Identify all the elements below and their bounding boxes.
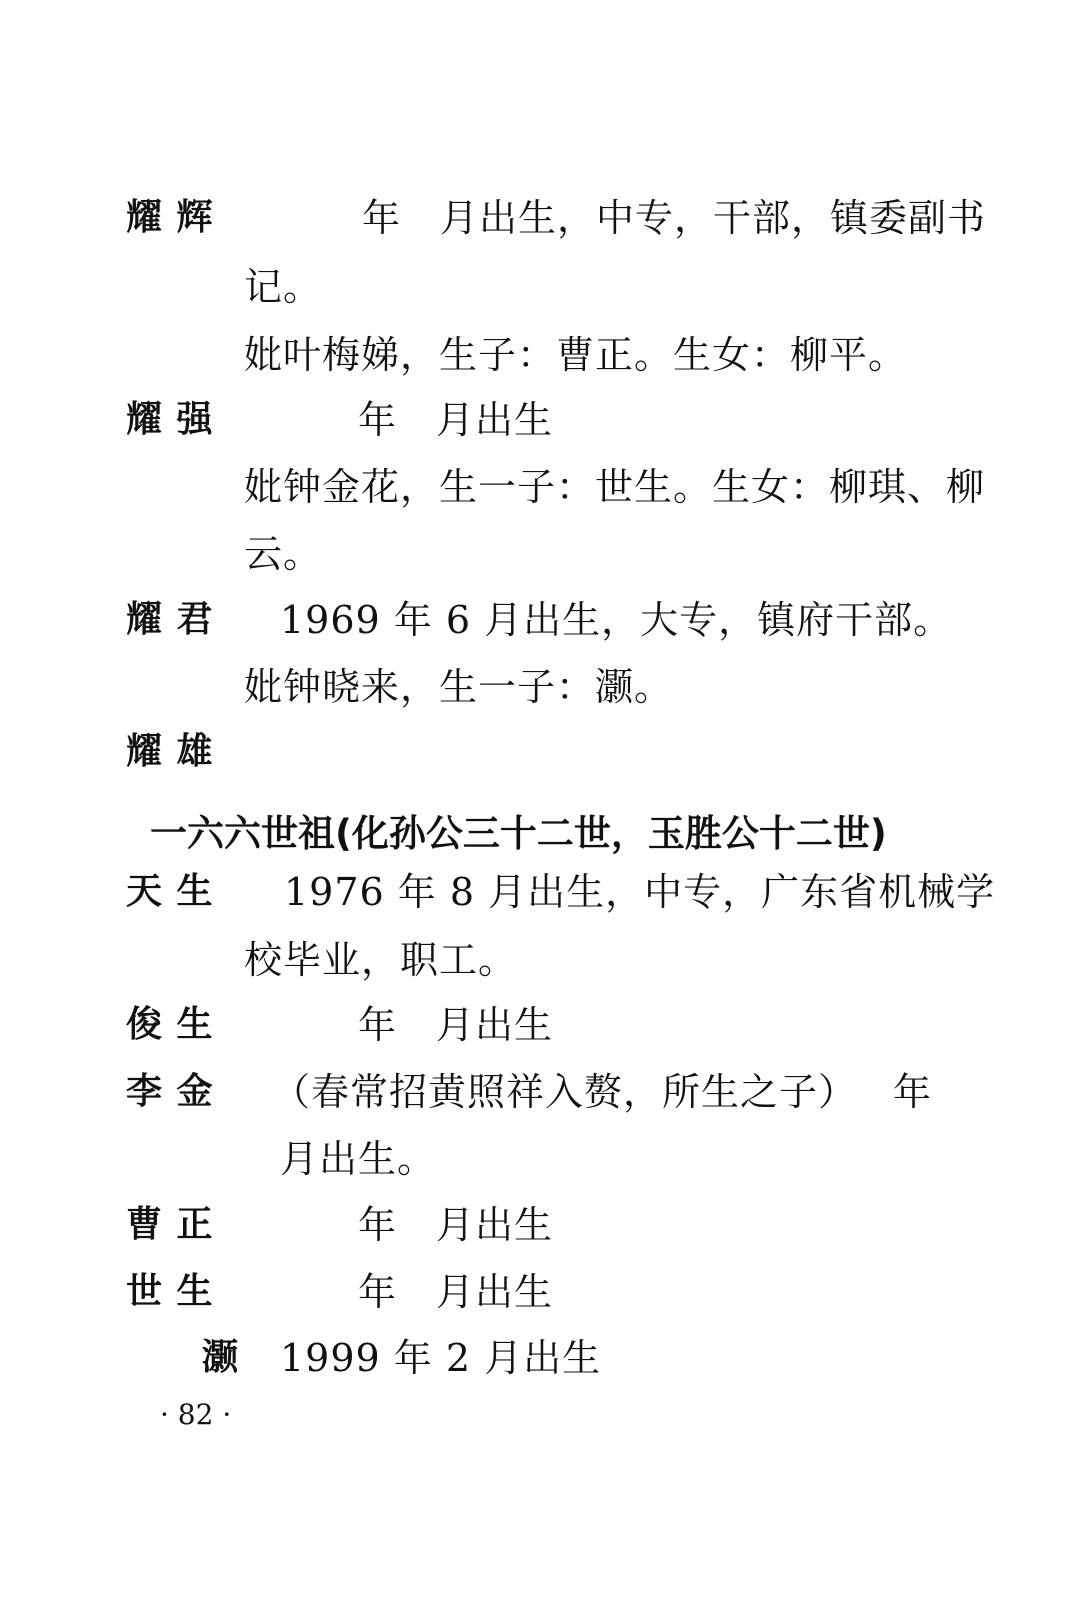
entry-text: 年 月出生: [358, 1270, 554, 1314]
entry-text: 年 月出生，中专，干部，镇委副书: [362, 196, 987, 240]
entry-text: 年 月出生: [358, 1203, 554, 1247]
entry-name: 耀 强: [126, 399, 214, 440]
entry-name: 灏: [202, 1337, 240, 1378]
entry-text: 年 月出生: [358, 398, 554, 442]
entry-name: 耀 君: [126, 599, 214, 640]
entry-text: 妣叶梅娣，生子：曹正。生女：柳平。: [244, 333, 908, 377]
entry-name: 李 金: [126, 1071, 214, 1112]
page-number: · 82 ·: [160, 1398, 232, 1431]
entry-text: 记。: [244, 265, 323, 309]
entry-text: 妣钟晓来，生一子：灏。: [244, 665, 674, 709]
entry-name: 曹 正: [126, 1204, 214, 1245]
entry-text: 年 月出生: [358, 1003, 554, 1047]
entry-name: 耀 辉: [126, 197, 214, 238]
generation-heading: 一六六世祖(化孙公三十二世，玉胜公十二世): [150, 812, 887, 855]
entry-text: 云。: [244, 532, 323, 576]
entry-text: 1999 年 2 月出生: [280, 1336, 602, 1380]
entry-text: 1969 年 6 月出生，大专，镇府干部。: [280, 598, 953, 642]
entry-text: 1976 年 8 月出生，中专，广东省机械学: [284, 870, 996, 914]
entry-text: 妣钟金花，生一子：世生。生女：柳琪、柳: [244, 465, 986, 509]
entry-name: 耀 雄: [126, 731, 214, 772]
entry-name: 世 生: [126, 1271, 214, 1312]
entry-text: 年: [893, 1070, 933, 1114]
entry-text: 校毕业，职工。: [244, 938, 518, 982]
entry-name: 俊 生: [126, 1004, 214, 1045]
entry-text: 月出生。: [280, 1137, 437, 1181]
entry-name: 天 生: [126, 871, 214, 912]
entry-text: （春常招黄照祥入赘，所生之子）: [272, 1070, 858, 1114]
